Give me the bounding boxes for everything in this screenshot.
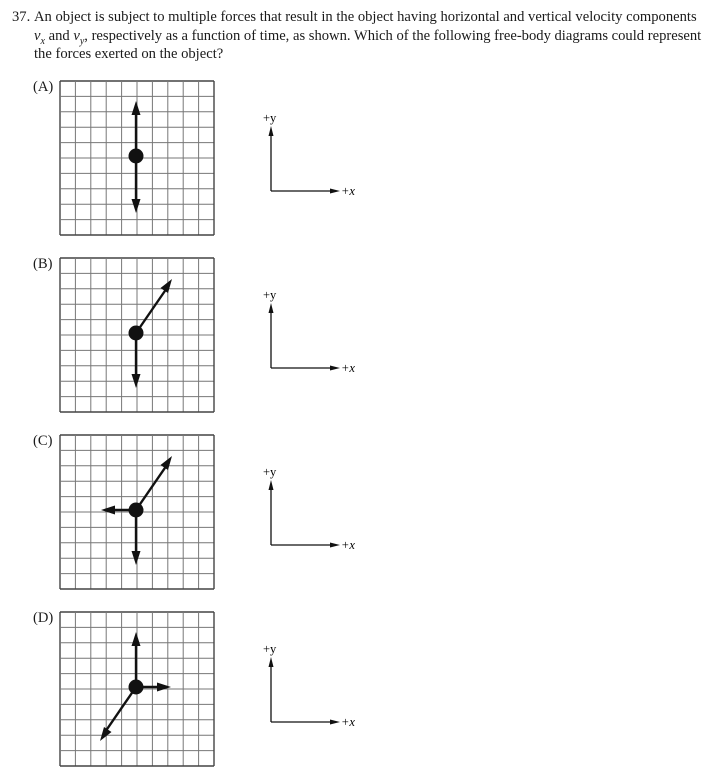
force-arrow-down-head	[132, 199, 141, 213]
axes-a	[255, 79, 365, 209]
option-c[interactable]	[0, 433, 709, 605]
free-body-diagram-b	[58, 256, 218, 416]
option-a[interactable]	[0, 79, 709, 251]
option-b[interactable]	[0, 256, 709, 428]
x-axis-arrow	[330, 189, 340, 194]
force-arrow-left-head	[101, 506, 115, 515]
y-axis-arrow	[269, 303, 274, 313]
x-axis-arrow	[330, 543, 340, 548]
axes-b	[255, 256, 365, 386]
x-axis-arrow	[330, 366, 340, 371]
x-axis-label: +x	[341, 538, 355, 552]
option-d[interactable]	[0, 610, 709, 782]
force-arrow-right-head	[157, 683, 171, 692]
y-axis-arrow	[269, 480, 274, 490]
y-axis-label: +y	[263, 642, 277, 656]
option-label: (B)	[33, 256, 53, 272]
force-arrow-up-head	[132, 632, 141, 646]
force-arrow-down-left	[103, 687, 136, 735]
option-label: (D)	[33, 610, 54, 626]
axes-d	[255, 610, 365, 740]
y-axis-label: +y	[263, 288, 277, 302]
force-arrow-up-head	[132, 101, 141, 115]
object-dot	[129, 326, 144, 341]
x-axis-arrow	[330, 720, 340, 725]
x-axis-label: +x	[341, 184, 355, 198]
y-axis-arrow	[269, 657, 274, 667]
option-label: (C)	[33, 433, 53, 449]
y-axis-arrow	[269, 126, 274, 136]
vx-symbol: $v_x$	[34, 27, 45, 47]
x-axis-label: +x	[341, 361, 355, 375]
axes-c	[255, 433, 365, 563]
force-arrow-up-right-head	[161, 456, 173, 470]
object-dot	[129, 503, 144, 518]
free-body-diagram-d	[58, 610, 218, 770]
y-axis-label: +y	[263, 111, 277, 125]
question-stem	[12, 8, 702, 64]
question-number: 37.	[12, 9, 31, 25]
free-body-diagram-c	[58, 433, 218, 593]
force-arrow-up-right-head	[161, 279, 173, 293]
x-axis-label: +x	[341, 715, 355, 729]
vy-symbol: $v_y$	[73, 27, 85, 47]
question-text: An object is subject to multiple forces that result in the object having horizontal and vertical velocity components $v_x$ and $v_y$, respectively as a function of time, as shown. Which of the following free-body diagrams could represent the forces exerted on the object?	[34, 9, 702, 62]
object-dot	[129, 680, 144, 695]
object-dot	[129, 149, 144, 164]
free-body-diagram-a	[58, 79, 218, 239]
option-label: (A)	[33, 79, 54, 95]
y-axis-label: +y	[263, 465, 277, 479]
